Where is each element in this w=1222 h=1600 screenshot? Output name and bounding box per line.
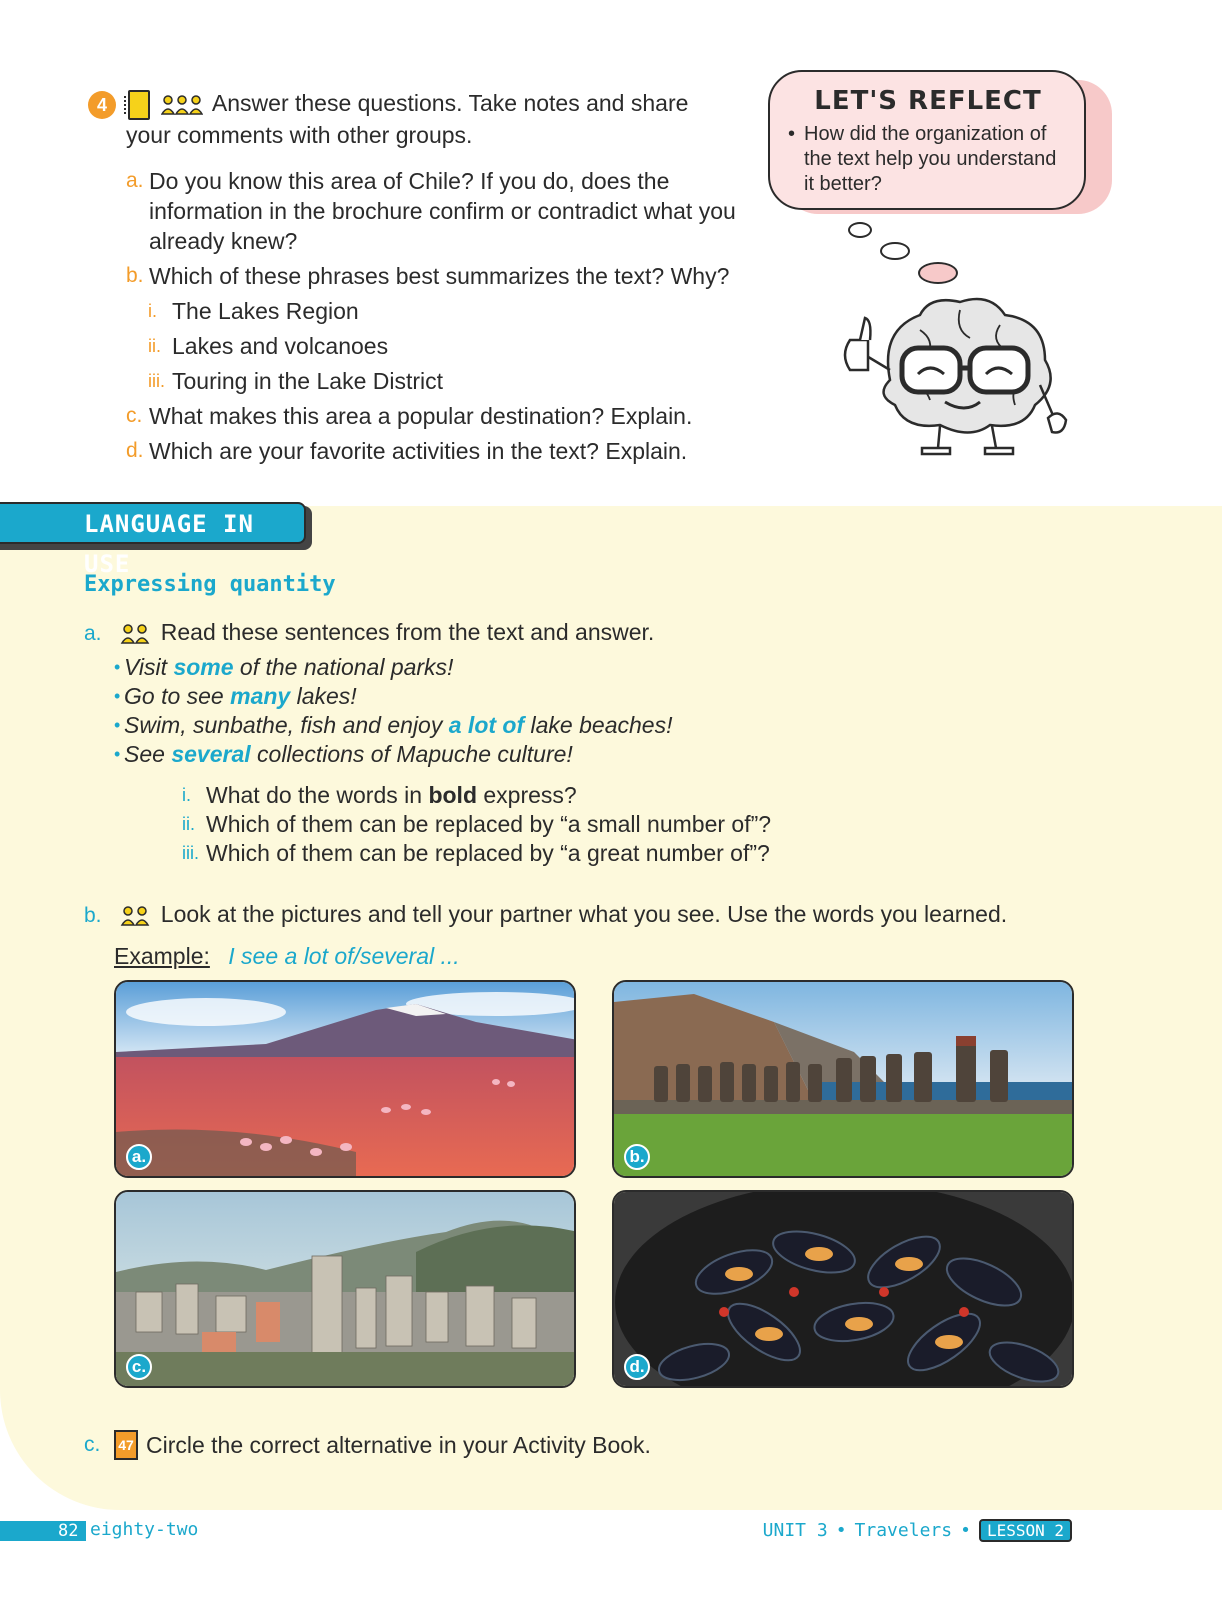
exercise-a-questions bbox=[84, 781, 1144, 868]
option-numeral: ii. bbox=[148, 335, 161, 356]
question-text: Which of them can be replaced by “a small number of”? bbox=[206, 811, 772, 837]
example-sentences bbox=[84, 653, 1144, 769]
bold-word: bold bbox=[428, 782, 477, 808]
question-text: Which of them can be replaced by “a great number of”? bbox=[206, 840, 770, 866]
question-text: Which are your favorite activities in the text? Explain. bbox=[149, 437, 688, 464]
bullet: • bbox=[788, 123, 796, 145]
question-text: Which of these phrases best summarizes the text? Why? bbox=[149, 262, 730, 289]
exercise-b bbox=[84, 900, 1184, 971]
example-sentence bbox=[114, 740, 1144, 769]
quantifier: several bbox=[171, 741, 251, 767]
separator-dot: • bbox=[835, 1520, 847, 1541]
question-iii bbox=[182, 839, 1144, 868]
option-text: Touring in the Lake District bbox=[172, 367, 444, 394]
mussels-image bbox=[614, 1192, 1074, 1388]
lagoon-image bbox=[116, 982, 576, 1178]
sentence bbox=[124, 740, 573, 769]
quantifier: many bbox=[230, 683, 291, 709]
sentence bbox=[124, 682, 357, 711]
question-b bbox=[126, 261, 768, 291]
example-label: Example: bbox=[114, 943, 210, 969]
question-text: What makes this area a popular destination? Explain. bbox=[149, 402, 693, 429]
option-iii bbox=[126, 366, 768, 396]
reflect-question-text: How did the organization of the text help you understand it better? bbox=[804, 123, 1057, 195]
sentence bbox=[124, 711, 672, 740]
picture-label: b. bbox=[624, 1144, 650, 1170]
question-ii bbox=[182, 810, 1144, 839]
sentence-text: See bbox=[124, 741, 172, 767]
question-letter: c. bbox=[126, 403, 143, 427]
question-c bbox=[126, 401, 768, 431]
question-text: Do you know this area of Chile? If you do, does the information in the brochure confirm or contradict what you already knew? bbox=[149, 167, 736, 254]
option-numeral: i. bbox=[148, 300, 157, 321]
footer-unit-info bbox=[763, 1519, 1072, 1542]
quantifier: some bbox=[173, 654, 234, 680]
sentence-text: Go to see bbox=[124, 683, 231, 709]
brain-mascot-illustration bbox=[820, 290, 1080, 460]
exercise-b-instruction: Look at the pictures and tell your partner what you see. Use the words you learned. bbox=[160, 901, 1008, 927]
page-number: 82 bbox=[58, 1521, 79, 1541]
question-text-part: What do the words in bbox=[206, 782, 429, 808]
separator-dot: • bbox=[960, 1520, 971, 1541]
activity-4-intro bbox=[88, 88, 768, 150]
question-letter: d. bbox=[126, 438, 144, 462]
exercise-b-instruction-line bbox=[84, 900, 1184, 930]
unit-label: UNIT 3 bbox=[762, 1520, 828, 1541]
reflect-title: LET'S REFLECT bbox=[814, 86, 1042, 116]
sentence-text: Visit bbox=[124, 654, 174, 680]
activity-book-page-icon: 47 bbox=[114, 1430, 138, 1460]
question-letter: b. bbox=[126, 263, 144, 287]
lesson-badge: LESSON 2 bbox=[979, 1519, 1072, 1542]
unit-theme: Travelers bbox=[854, 1520, 953, 1541]
thought-bubble-dot bbox=[880, 242, 910, 260]
sentence-text: Swim, sunbathe, fish and enjoy bbox=[124, 712, 449, 738]
pair-work-icon bbox=[120, 905, 150, 927]
bullet: • bbox=[114, 686, 121, 706]
activity-4-intro-line2: your comments with other groups. bbox=[126, 121, 473, 148]
activity-4 bbox=[88, 88, 768, 471]
thought-bubble-dot bbox=[848, 222, 872, 238]
question-letter: a. bbox=[126, 168, 144, 192]
lets-reflect-box bbox=[768, 70, 1086, 210]
picture-label: a. bbox=[126, 1144, 152, 1170]
question-text-part: express? bbox=[477, 782, 577, 808]
exercise-letter: a. bbox=[84, 622, 102, 645]
question-numeral: i. bbox=[182, 785, 191, 805]
activity-4-questions bbox=[88, 166, 768, 466]
picture-c-city-skyline bbox=[114, 1190, 576, 1388]
page-number-words: eighty-two bbox=[90, 1519, 199, 1540]
example-sentence bbox=[114, 653, 1144, 682]
exercise-a-instruction: Read these sentences from the text and answer. bbox=[160, 619, 655, 645]
option-text: The Lakes Region bbox=[172, 297, 359, 324]
exercise-a bbox=[84, 618, 1144, 868]
option-ii bbox=[126, 331, 768, 361]
option-i bbox=[126, 296, 768, 326]
picture-b-moai-statues bbox=[612, 980, 1074, 1178]
exercise-c-instruction: Circle the correct alternative in your Activity Book. bbox=[146, 1432, 651, 1458]
notebook-icon bbox=[128, 90, 150, 120]
question-text bbox=[206, 781, 577, 810]
bullet: • bbox=[114, 715, 121, 735]
sentence bbox=[124, 653, 453, 682]
activity-4-intro-line1: Answer these questions. Take notes and share bbox=[211, 90, 689, 116]
section-heading: Expressing quantity bbox=[84, 572, 336, 597]
option-numeral: iii. bbox=[148, 370, 165, 391]
exercise-letter: c. bbox=[84, 1433, 101, 1456]
activity-number-badge: 4 bbox=[88, 91, 116, 119]
bullet: • bbox=[114, 657, 121, 677]
pair-work-icon bbox=[120, 623, 150, 645]
question-a bbox=[126, 166, 768, 256]
exercise-c bbox=[84, 1430, 651, 1460]
question-i bbox=[182, 781, 1144, 810]
sentence-text: lakes! bbox=[290, 683, 357, 709]
thought-bubble-dot bbox=[918, 262, 958, 284]
option-text: Lakes and volcanoes bbox=[172, 332, 389, 359]
exercise-a-instruction-line bbox=[84, 618, 1144, 648]
quantifier: a lot of bbox=[448, 712, 525, 738]
example-sentence bbox=[114, 711, 1144, 740]
question-numeral: ii. bbox=[182, 814, 195, 834]
sentence-text: collections of Mapuche culture! bbox=[250, 741, 573, 767]
picture-a-lagoon-flamingos bbox=[114, 980, 576, 1178]
moai-image bbox=[614, 982, 1074, 1178]
reflect-question bbox=[788, 122, 1068, 197]
example-line bbox=[84, 942, 1184, 971]
example-sentence bbox=[114, 682, 1144, 711]
group-work-icon bbox=[161, 94, 203, 116]
language-in-use-tab: LANGUAGE IN USE bbox=[0, 502, 306, 544]
sentence-text: lake beaches! bbox=[524, 712, 673, 738]
bullet: • bbox=[114, 744, 121, 764]
example-text: I see a lot of/several ... bbox=[228, 943, 460, 969]
question-d bbox=[126, 436, 768, 466]
picture-label: d. bbox=[624, 1354, 650, 1380]
sentence-text: of the national parks! bbox=[233, 654, 454, 680]
exercise-letter: b. bbox=[84, 904, 102, 927]
question-numeral: iii. bbox=[182, 843, 199, 863]
picture-d-mussels-dish bbox=[612, 1190, 1074, 1388]
city-image bbox=[116, 1192, 576, 1388]
picture-label: c. bbox=[126, 1354, 152, 1380]
